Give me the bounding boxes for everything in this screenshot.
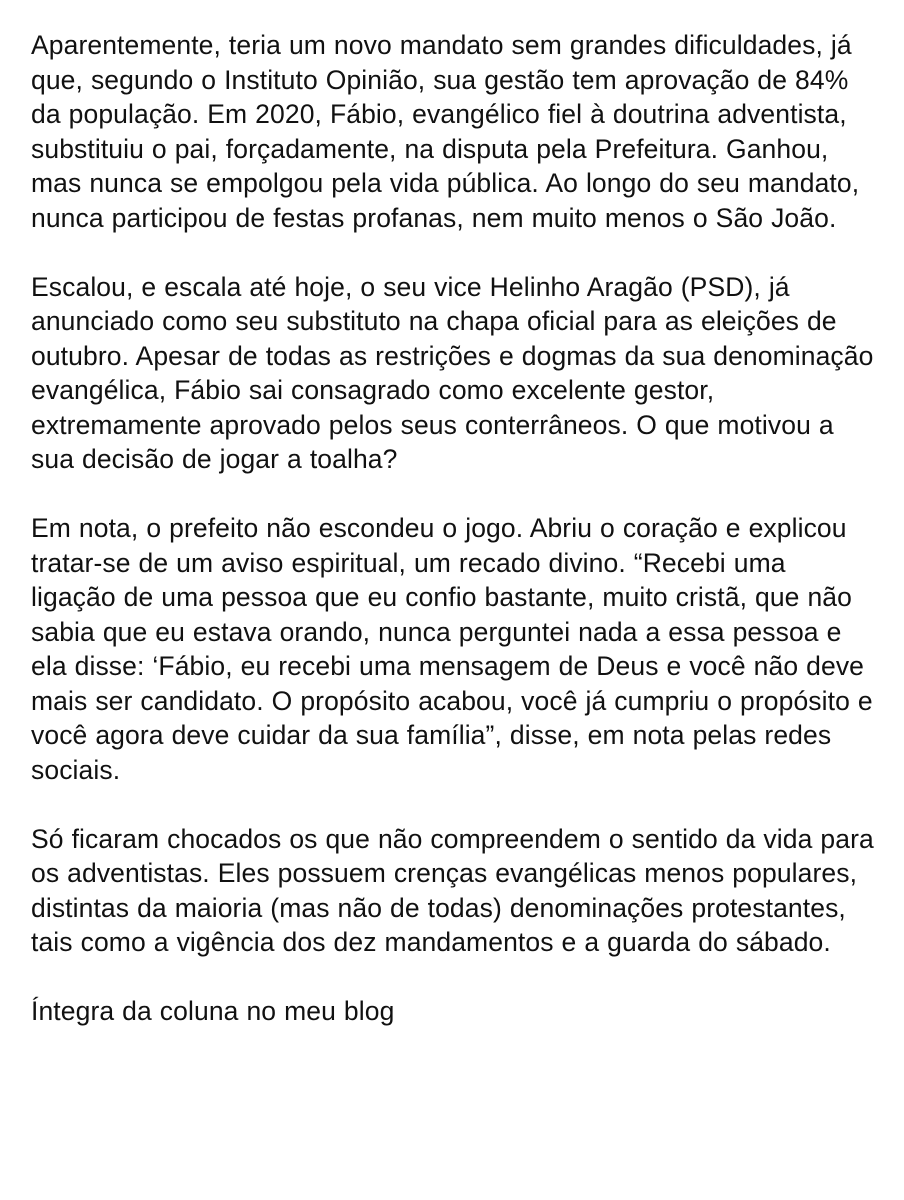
paragraph-5: Íntegra da coluna no meu blog <box>31 996 395 1026</box>
paragraph-4: Só ficaram chocados os que não compreendem o sentido da vida para os adventistas. Eles possuem crenças evangélicas menos populares, distintas da maioria (mas não de todas) denominações protestantes, tais como a vigência dos dez mandamentos e a guarda do sábado. <box>31 823 874 957</box>
note-body <box>31 28 876 1029</box>
paragraph-1: Aparentemente, teria um novo mandato sem grandes dificuldades, já que, segundo o Instituto Opinião, sua gestão tem aprovação de 84% da população. Em 2020, Fábio, evangélico fiel à doutrina adventista, substituiu o pai, forçadamente, na disputa pela Prefeitura. Ganhou, mas nunca se empolgou pela vida pública. Ao longo do seu mandato, nunca participou de festas profanas, nem muito menos o São João. <box>31 30 860 233</box>
paragraph-2: Escalou, e escala até hoje, o seu vice Helinho Aragão (PSD), já anunciado como seu substituto na chapa oficial para as eleições de outubro. Apesar de todas as restrições e dogmas da sua denominação evangélica, Fábio sai consagrado como excelente gestor, extremamente aprovado pelos seus conterrâneos. O que motivou a sua decisão de jogar a toalha? <box>31 271 874 474</box>
paragraph-3: Em nota, o prefeito não escondeu o jogo. Abriu o coração e explicou tratar-se de um aviso espiritual, um recado divino. “Recebi uma ligação de uma pessoa que eu confio bastante, muito cristã, que não sabia que eu estava orando, nunca perguntei nada a essa pessoa e ela disse: ‘Fábio, eu recebi uma mensagem de Deus e você não deve mais ser candidato. O propósito acabou, você já cumpriu o propósito e você agora deve cuidar da sua família”, disse, em nota pelas redes sociais. <box>31 513 873 785</box>
